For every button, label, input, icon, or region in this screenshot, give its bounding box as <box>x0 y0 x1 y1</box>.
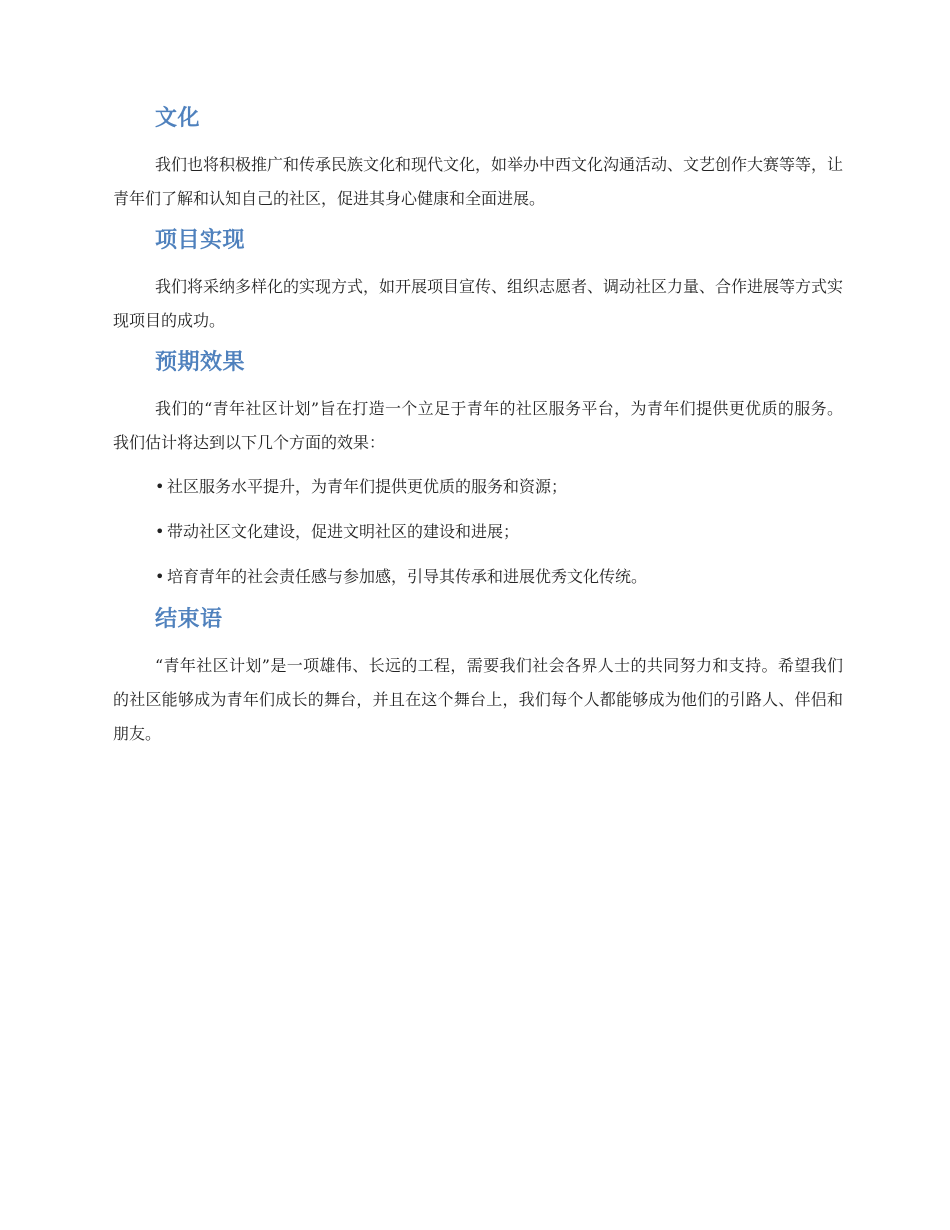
bullet-icon: • <box>155 522 165 541</box>
bullet-icon: • <box>155 477 165 496</box>
paragraph: 我们也将积极推广和传承民族文化和现代文化，如举办中西文化沟通活动、文艺创作大赛等等，让青年们了解和认知自己的社区，促进其身心健康和全面进展。 <box>113 155 844 208</box>
list-item <box>155 515 843 549</box>
section-title: 结束语 <box>155 607 223 632</box>
section-title: 文化 <box>155 106 201 131</box>
list-item-text: 培育青年的社会责任感与参加感，引导其传承和进展优秀文化传统。 <box>167 567 648 586</box>
section-expected-results <box>113 348 843 594</box>
document-body <box>113 104 843 761</box>
list-item-text: 带动社区文化建设，促进文明社区的建设和进展； <box>167 522 520 541</box>
bullet-list <box>113 470 843 594</box>
list-item-text: 社区服务水平提升，为青年们提供更优质的服务和资源； <box>167 477 568 496</box>
section-title: 预期效果 <box>155 350 246 375</box>
paragraph: 我们将采纳多样化的实现方式，如开展项目宣传、组织志愿者、调动社区力量、合作进展等方式实现项目的成功。 <box>113 277 844 330</box>
section-conclusion <box>113 605 843 751</box>
bullet-icon: • <box>155 567 165 586</box>
paragraph: “青年社区计划”是一项雄伟、长远的工程，需要我们社会各界人士的共同努力和支持。希望我们的社区能够成为青年们成长的舞台，并且在这个舞台上，我们每个人都能够成为他们的引路人、伴侣和朋友。 <box>113 656 843 743</box>
paragraph: 我们的“青年社区计划”旨在打造一个立足于青年的社区服务平台，为青年们提供更优质的服务。我们估计将达到以下几个方面的效果： <box>113 399 843 452</box>
list-item <box>155 560 843 594</box>
section-culture <box>113 104 843 216</box>
section-title: 项目实现 <box>155 228 246 253</box>
section-project-implementation <box>113 226 843 338</box>
list-item <box>155 470 843 504</box>
